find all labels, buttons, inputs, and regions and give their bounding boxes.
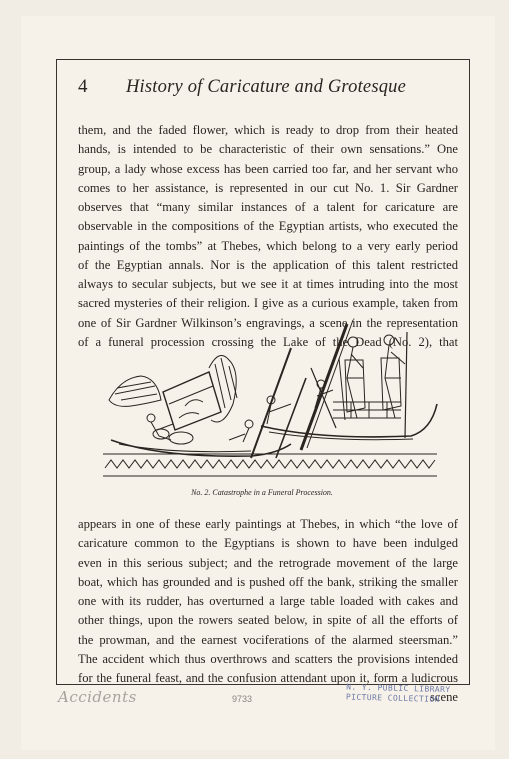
pencil-subject-note: Accidents — [58, 688, 137, 706]
text-line: observes that “many similar instances of a talent for caricature are — [78, 200, 458, 214]
text-line: other things, upon the rowers seated below, in spite of all the efforts of — [78, 613, 458, 628]
catalog-number: 9733 — [232, 694, 253, 704]
text-line: observable in the compositions of the Egyptian artists, who executed the — [78, 219, 458, 234]
text-line: group, a lady whose excess has been carried too far, and her servant who — [78, 161, 458, 176]
text-line: caricature common to the Egyptians is shown to have been indulged — [78, 536, 458, 551]
text-line: them, and the faded flower, which is ready to drop from their heated — [78, 123, 458, 137]
funeral-boat-engraving — [101, 308, 439, 486]
page-header — [56, 74, 468, 102]
figure-caption: No. 2. Catastrophe in a Funeral Procession. — [191, 488, 333, 497]
stamp-line: N. Y. PUBLIC LIBRARY — [346, 682, 451, 695]
text-line: always to secular subjects, but we see it at times intruding into the most — [78, 277, 458, 291]
stamp-line: PICTURE COLLECTION — [345, 692, 440, 704]
text-line: boat, which has grounded and is pushed off the bank, striking the smaller — [78, 574, 458, 589]
text-line: the prowman, and the earnest vociferations of the alarmed steersman.” — [78, 632, 458, 647]
paragraph-2 — [78, 515, 458, 708]
text-line: one with its rudder, has overturned a large table loaded with cakes and — [78, 594, 458, 608]
text-line: even in this serious subject; and the retrograde movement of the large — [78, 555, 458, 570]
library-stamp — [346, 682, 467, 709]
text-line: sacred mysteries of their religion. I give as a curious example, taken from — [78, 296, 458, 311]
page-number: 4 — [78, 76, 88, 97]
text-line: of a funeral procession crossing the Lake of the Dead (No. 2), that — [78, 334, 458, 349]
text-line: hands, is intended to be characteristic of their own sensations.” One — [78, 142, 458, 157]
running-title: History of Caricature and Grotesque — [126, 77, 407, 97]
text-line: scene — [430, 690, 458, 705]
text-line: The accident which thus overthrows and scatters the provisions intended — [78, 651, 458, 666]
text-line: paintings of the tombs” at Thebes, which belong to a very early period — [78, 238, 458, 253]
text-line: comes to her assistance, is represented in our cut No. 1. Sir Gardner — [78, 180, 458, 195]
text-line: of the Egyptian annals. Nor is the application of this talent restricted — [78, 257, 458, 272]
text-line: appears in one of these early paintings at Thebes, in which “the love of — [78, 517, 458, 531]
text-line: for the funeral feast, and the confusion attendant upon it, form a ludicrous — [78, 671, 458, 685]
text-line: one of Sir Gardner Wilkinson’s engravings, a scene in the representation — [78, 315, 458, 330]
